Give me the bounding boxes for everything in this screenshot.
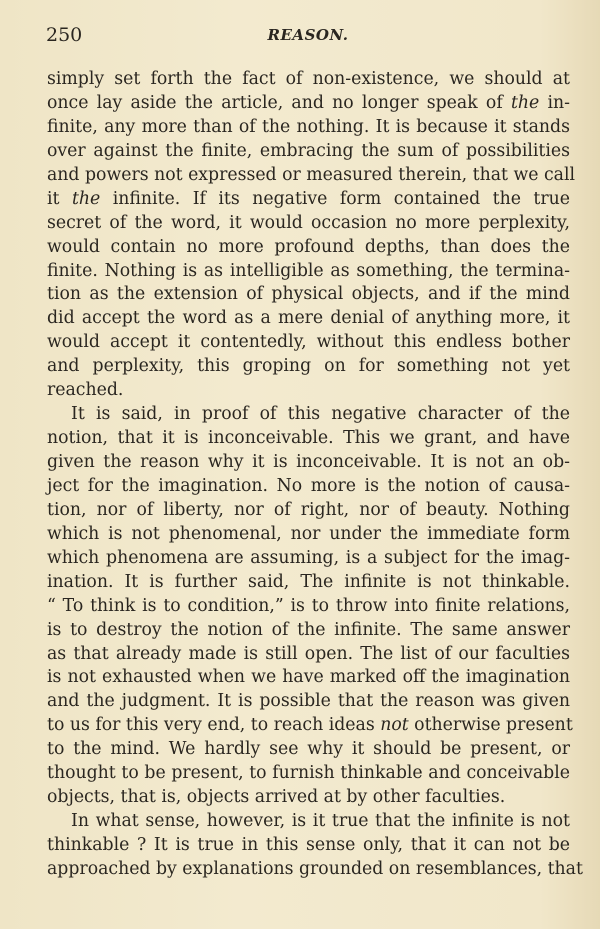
text-segment: secret of the word, it would occasion no more perplexity, (47, 212, 570, 233)
text-segment: and powers not expressed or measured therein, that we call (47, 164, 576, 185)
text-line (47, 355, 570, 379)
text-segment: it (47, 188, 72, 209)
text-segment: ination. It is further said, The infinite is not thinkable. (47, 571, 570, 592)
text-line (47, 403, 570, 427)
text-segment: and the judgment. It is possible that the reason was given (47, 691, 570, 712)
text-line (47, 858, 583, 882)
text-segment: which phenomena are assuming, is a subject for the imag- (47, 547, 570, 568)
text-segment: finite. Nothing is as intelligible as something, the termina- (47, 260, 570, 281)
text-line (47, 571, 570, 595)
text-line (47, 666, 570, 690)
text-segment: thinkable ? It is true in this sense only, that it can not be (47, 835, 570, 855)
text-line (47, 260, 570, 284)
text-segment: notion, that it is inconceivable. This we grant, and have (47, 428, 570, 449)
text-segment: thought to be present, to furnish thinkable and conceivable (47, 763, 570, 784)
text-line (47, 164, 576, 188)
text-segment: would accept it contentedly, without this endless bother (47, 332, 570, 353)
text-segment: and perplexity, this groping on for something not yet (47, 356, 570, 377)
text-segment: infinite. If its negative form contained the true (100, 188, 570, 209)
text-segment: ject for the imagination. No more is the notion of causa- (47, 475, 570, 496)
text-line (47, 427, 570, 451)
text-line (47, 738, 570, 762)
text-line (47, 786, 570, 810)
text-line (47, 116, 570, 140)
text-line (47, 714, 573, 738)
text-segment: is not exhausted when we have marked off the imagination (47, 667, 570, 688)
text-line (47, 307, 570, 331)
text-line (47, 236, 570, 260)
text-line (47, 68, 570, 92)
text-segment: It is said, in proof of this negative character of the (71, 404, 570, 425)
italic-text: the (510, 92, 540, 113)
text-segment: In what sense, however, is it true that the infinite is not (71, 811, 570, 832)
text-segment: once lay aside the article, and no longer speak of (47, 92, 511, 113)
text-segment: tion, nor of liberty, nor of right, nor of beauty. Nothing (47, 499, 570, 520)
text-line (47, 283, 570, 307)
text-segment: tion as the extension of physical objects, and if the mind (47, 284, 570, 305)
text-line (47, 619, 570, 643)
text-line (47, 523, 570, 547)
running-title: REASON. (267, 26, 349, 44)
text-segment: “ To think is to condition,” is to throw into finite relations, (47, 595, 570, 616)
text-segment: given the reason why it is inconceivable. It is not an ob- (47, 452, 570, 472)
text-segment: finite, any more than of the nothing. It is because it stands (47, 116, 570, 137)
text-segment: to the mind. We hardly see why it should be present, or (47, 739, 570, 760)
text-segment: approached by explanations grounded on resemblances, that (47, 858, 583, 879)
text-segment: to us for this very end, to reach ideas (47, 715, 381, 736)
text-segment: simply set forth the fact of non-existence, we should at (47, 69, 570, 89)
text-segment: otherwise present (408, 715, 573, 736)
text-line (47, 547, 570, 571)
text-segment: which is not phenomenal, nor under the immediate form (47, 523, 570, 544)
italic-text: the (71, 188, 101, 209)
text-segment: would contain no more profound depths, than does the (47, 236, 570, 257)
text-line (47, 810, 570, 834)
text-line (47, 643, 570, 667)
text-line (47, 212, 570, 236)
text-line (47, 451, 570, 475)
italic-text: not (380, 715, 409, 736)
text-segment: as that already made is still open. The list of our faculties (47, 643, 570, 664)
text-line (47, 140, 570, 164)
body-text (47, 68, 583, 882)
text-line (47, 834, 570, 858)
text-line (47, 499, 570, 523)
text-line (47, 188, 570, 212)
text-line (47, 762, 570, 786)
text-segment: over against the finite, embracing the sum of possibilities (47, 140, 570, 161)
text-line (47, 331, 570, 355)
text-segment: objects, that is, objects arrived at by other faculties. (47, 787, 506, 808)
text-segment: in- (539, 92, 570, 113)
text-segment: did accept the word as a mere denial of anything more, it (47, 308, 570, 329)
text-line (47, 595, 570, 619)
text-segment: reached. (47, 380, 124, 401)
text-line (47, 92, 570, 116)
page-number: 250 (46, 24, 83, 46)
text-line (47, 690, 570, 714)
text-line (47, 379, 570, 403)
text-line (47, 475, 570, 499)
page-header (46, 24, 570, 48)
text-segment: is to destroy the notion of the infinite. The same answer (47, 619, 570, 640)
